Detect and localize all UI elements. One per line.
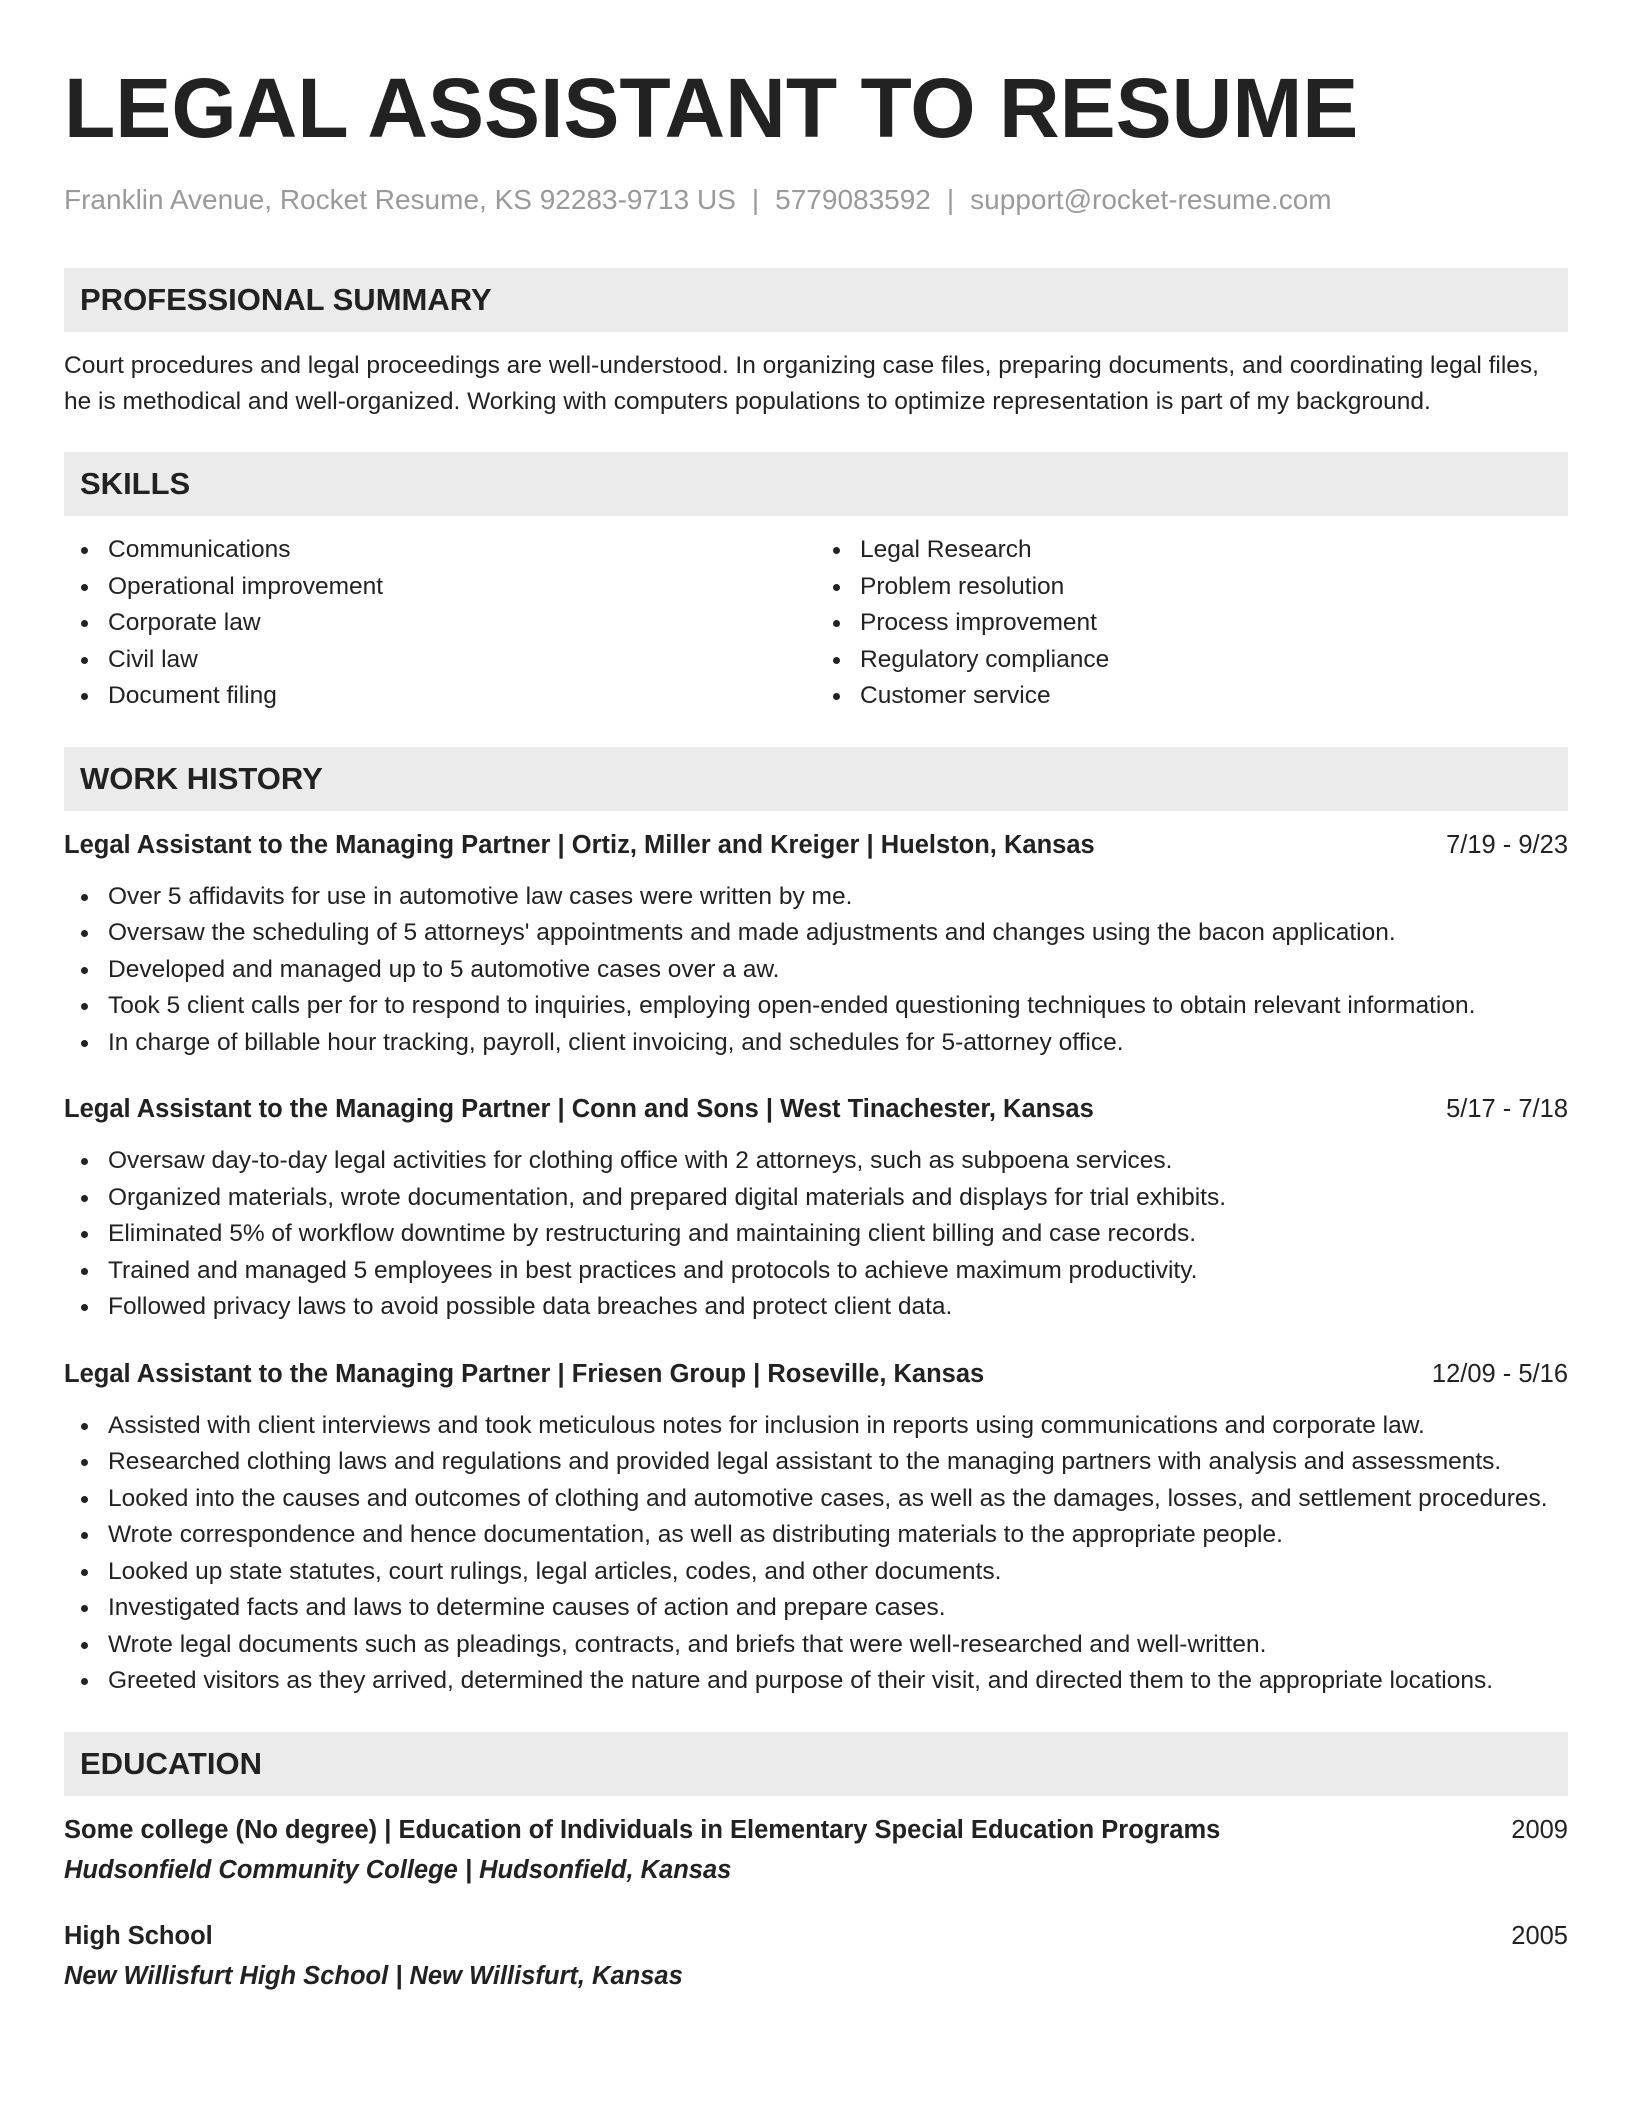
job-bullet: Oversaw the scheduling of 5 attorneys' appointments and made adjustments and changes using the bacon application.	[108, 915, 1568, 952]
contact-separator: |	[751, 184, 760, 215]
education-entry	[64, 1812, 1568, 1888]
contact-phone: 5779083592	[775, 184, 931, 215]
job-title: Legal Assistant to the Managing Partner | Friesen Group | Roseville, Kansas	[64, 1359, 985, 1388]
skill-item: Communications	[108, 532, 816, 569]
skill-item: Operational improvement	[108, 569, 816, 606]
job-entry	[64, 1356, 1568, 1700]
job-bullet: Greeted visitors as they arrived, determined the nature and purpose of their visit, and directed them to the appropriate locations.	[108, 1663, 1568, 1700]
job-bullet: Looked up state statutes, court rulings, legal articles, codes, and other documents.	[108, 1554, 1568, 1591]
section-heading-summary: PROFESSIONAL SUMMARY	[64, 268, 1568, 332]
job-bullet: Investigated facts and laws to determine causes of action and prepare cases.	[108, 1590, 1568, 1627]
education-school: Hudsonfield Community College | Hudsonfield, Kansas	[64, 1855, 732, 1884]
job-header	[64, 1091, 1568, 1127]
job-bullet: Wrote legal documents such as pleadings, contracts, and briefs that were well-researched and well-written.	[108, 1627, 1568, 1664]
education-year: 2009	[1511, 1815, 1568, 1844]
job-bullet: Wrote correspondence and hence documentation, as well as distributing materials to the appropriate people.	[108, 1517, 1568, 1554]
skill-item: Legal Research	[860, 532, 1568, 569]
job-bullet: Developed and managed up to 5 automotive cases over a aw.	[108, 952, 1568, 989]
skills-column-left	[64, 532, 816, 715]
job-bullet: Followed privacy laws to avoid possible data breaches and protect client data.	[108, 1289, 1568, 1326]
contact-email: support@rocket-resume.com	[970, 184, 1332, 215]
skill-item: Process improvement	[860, 605, 1568, 642]
section-heading-education: EDUCATION	[64, 1732, 1568, 1796]
job-bullet: Oversaw day-to-day legal activities for clothing office with 2 attorneys, such as subpoena services.	[108, 1143, 1568, 1180]
contact-address: Franklin Avenue, Rocket Resume, KS 92283-9713 US	[64, 184, 736, 215]
skill-item: Customer service	[860, 678, 1568, 715]
job-bullet: Researched clothing laws and regulations and provided legal assistant to the managing partners with analysis and assessments.	[108, 1444, 1568, 1481]
job-dates: 7/19 - 9/23	[1446, 830, 1568, 859]
job-bullet: In charge of billable hour tracking, payroll, client invoicing, and schedules for 5-attorney office.	[108, 1025, 1568, 1062]
job-dates: 5/17 - 7/18	[1446, 1095, 1568, 1123]
job-bullets	[64, 1143, 1568, 1326]
skill-item: Regulatory compliance	[860, 642, 1568, 679]
resume-title: LEGAL ASSISTANT TO RESUME	[64, 61, 1359, 155]
job-title: Legal Assistant to the Managing Partner | Ortiz, Miller and Kreiger | Huelston, Kansas	[64, 830, 1095, 859]
job-bullet: Over 5 affidavits for use in automotive law cases were written by me.	[108, 879, 1568, 916]
section-heading-work-history: WORK HISTORY	[64, 747, 1568, 811]
education-header	[64, 1812, 1568, 1848]
education-degree: High School	[64, 1921, 213, 1950]
job-bullet: Organized materials, wrote documentation, and prepared digital materials and displays for trial exhibits.	[108, 1180, 1568, 1217]
job-entry	[64, 827, 1568, 1062]
contact-line	[64, 182, 1568, 218]
education-degree: Some college (No degree) | Education of Individuals in Elementary Special Education Programs	[64, 1815, 1221, 1844]
contact-separator: |	[946, 184, 955, 215]
education-year: 2005	[1511, 1921, 1568, 1950]
job-bullet: Eliminated 5% of workflow downtime by restructuring and maintaining client billing and case records.	[108, 1216, 1568, 1253]
skill-item: Civil law	[108, 642, 816, 679]
section-heading-skills: SKILLS	[64, 452, 1568, 516]
job-bullet: Looked into the causes and outcomes of clothing and automotive cases, as well as the damages, losses, and settlement procedures.	[108, 1481, 1568, 1518]
skill-item: Corporate law	[108, 605, 816, 642]
skills-list	[64, 532, 1568, 715]
education-entry	[64, 1918, 1568, 1994]
job-bullets	[64, 879, 1568, 1062]
job-title: Legal Assistant to the Managing Partner | Conn and Sons | West Tinachester, Kansas	[64, 1095, 1094, 1123]
job-header	[64, 1356, 1568, 1392]
job-entry	[64, 1091, 1568, 1326]
job-bullets	[64, 1408, 1568, 1700]
summary-text: Court procedures and legal proceedings are well-understood. In organizing case files, preparing documents, and coordinating legal files, he is methodical and well-organized. Working with computers populations to optimize representation is part of my background.	[64, 352, 1539, 415]
skill-item: Problem resolution	[860, 569, 1568, 606]
job-dates: 12/09 - 5/16	[1431, 1359, 1568, 1388]
job-bullet: Assisted with client interviews and took meticulous notes for inclusion in reports using communications and corporate law.	[108, 1408, 1568, 1445]
skill-item: Document filing	[108, 678, 816, 715]
education-school: New Willisfurt High School | New Willisfurt, Kansas	[64, 1961, 683, 1990]
job-header	[64, 827, 1568, 863]
job-bullet: Took 5 client calls per for to respond to inquiries, employing open-ended questioning techniques to obtain relevant information.	[108, 988, 1568, 1025]
education-header	[64, 1918, 1568, 1954]
skills-column-right	[816, 532, 1568, 715]
job-bullet: Trained and managed 5 employees in best practices and protocols to achieve maximum productivity.	[108, 1253, 1568, 1290]
